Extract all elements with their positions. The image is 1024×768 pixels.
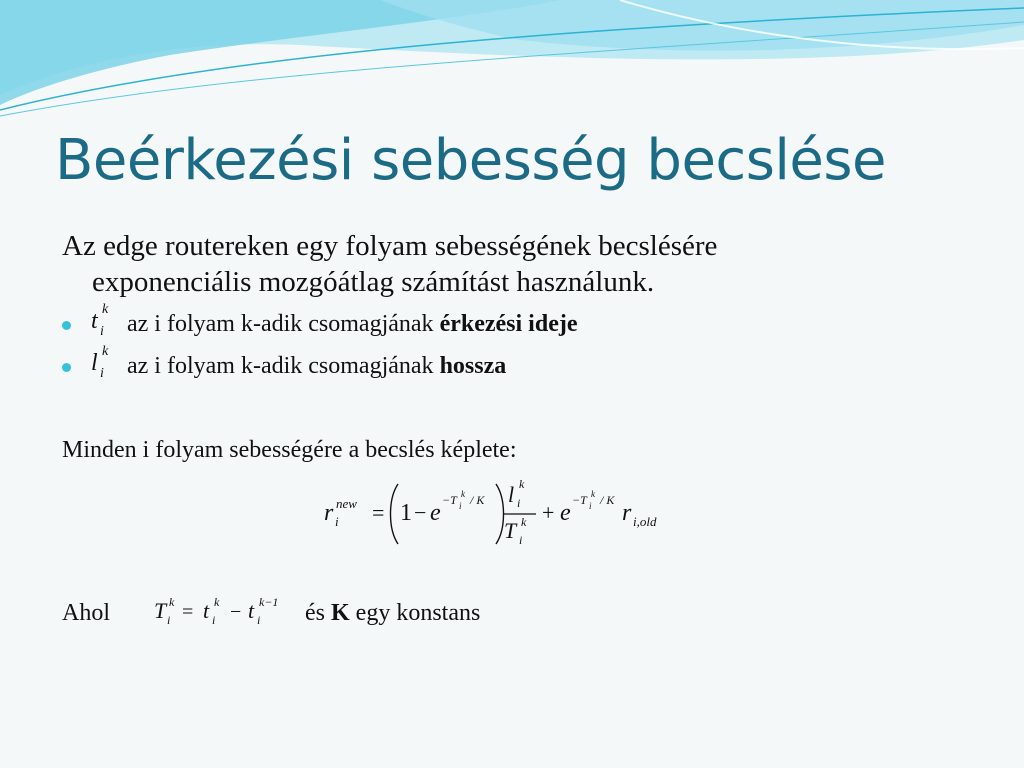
bullet-arrival-time [62,302,578,342]
formula-num-l: l [508,482,515,507]
formula-num-k: k [519,477,525,491]
tdef-t2-km1: k−1 [259,595,279,609]
tdef-minus: − [230,601,242,623]
tdef-t2-i: i [257,613,261,627]
formula-exp2-T: −T [572,493,587,507]
tdef-t1-k: k [214,595,220,609]
bullet-bold-text: hossza [439,352,507,379]
formula-den-k: k [521,515,527,529]
rate-estimation-formula [310,474,670,554]
bullet-text: az i folyam k-adik csomagjának [127,352,440,379]
formula-exp-K: / K [470,493,485,507]
ahol-label: Ahol [62,600,110,626]
formula-exp2-k: k [591,489,595,499]
formula-e2: e [560,500,571,526]
constant-prefix: és [305,600,331,626]
symbol-superscript: k [102,302,109,317]
bullet-bold-text: érkezési ideje [439,310,578,337]
formula-r: r [324,500,334,526]
symbol-subscript: i [100,366,104,381]
formula-exp-i: i [459,501,462,511]
header-wave-decoration [0,0,1024,120]
formula-plus: + [542,500,555,525]
formula-exp2-i: i [589,501,592,511]
tdef-T-i: i [167,613,171,627]
formula-den-T: T [504,518,517,543]
formula-one: 1 [400,500,412,526]
interarrival-time-definition [148,592,298,632]
constant-note [305,600,480,627]
constant-K: K [331,600,350,626]
formula-right-paren [496,484,504,544]
symbol-base: t [91,308,98,334]
slide-title: Beérkezési sebesség becslése [55,128,887,193]
formula-intro-text: Minden i folyam sebességére a becslés képlete: [62,437,517,463]
symbol-subscript: i [100,324,104,339]
formula-left-paren [391,484,399,544]
constant-suffix: egy konstans [349,600,481,626]
symbol-base: l [91,350,98,376]
tdef-equals: = [182,601,194,623]
formula-r-old: r [622,500,632,526]
bullet-dot-icon [62,321,71,330]
formula-exp2-K: / K [600,493,615,507]
bullet-length [62,344,507,384]
bullet-dot-icon [62,363,71,372]
symbol-l-i-k [89,344,119,384]
tdef-t2: t [248,598,255,623]
symbol-superscript: k [102,344,109,359]
formula-den-i: i [519,533,523,547]
bullet-text: az i folyam k-adik csomagjának [127,310,440,337]
formula-minus: − [414,500,427,525]
tdef-T-k: k [169,595,175,609]
formula-equals: = [372,500,385,525]
tdef-T: T [154,598,167,623]
intro-line-2: exponenciális mozgóátlag számítást használunk. [92,266,655,298]
formula-exp-k: k [461,489,465,499]
intro-paragraph [62,228,962,300]
formula-new: new [336,496,357,511]
intro-line-1: Az edge routereken egy folyam sebességének becslésére [62,230,718,262]
formula-num-i: i [517,496,521,510]
tdef-t1: t [203,598,210,623]
formula-old-sub: i,old [633,514,657,529]
formula-e: e [430,500,441,526]
tdef-t1-i: i [212,613,216,627]
formula-exp-T: −T [442,493,457,507]
symbol-t-i-k [89,302,119,342]
formula-r-sub: i [335,514,339,529]
